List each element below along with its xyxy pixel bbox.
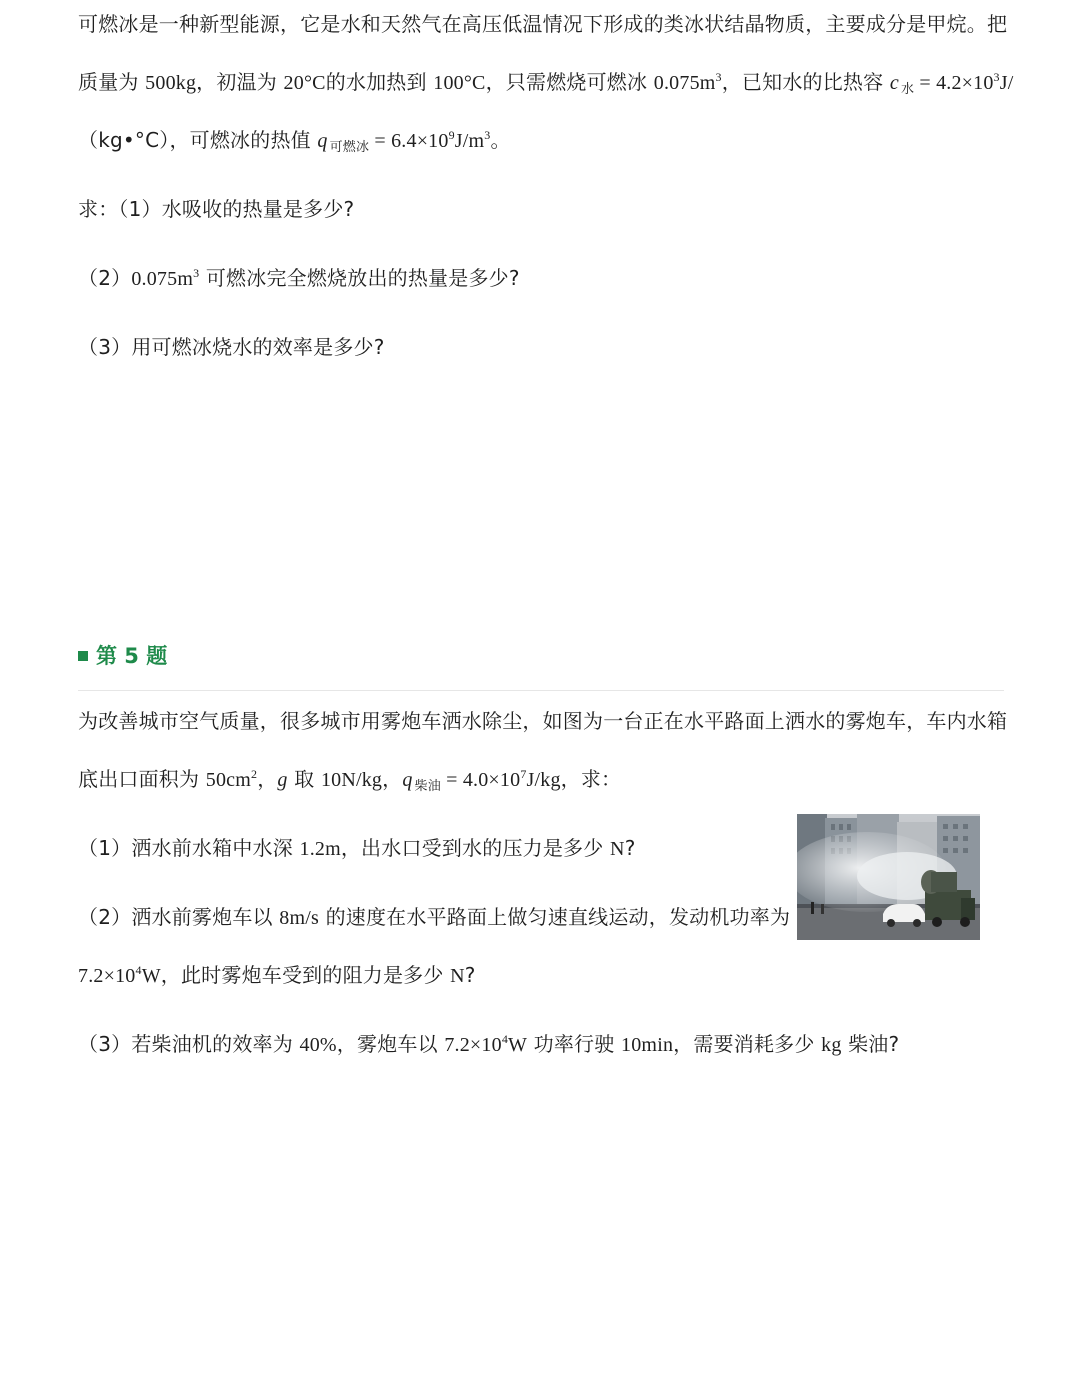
q5-intro-line-1 <box>78 707 1007 735</box>
q5-text: 柴油? <box>848 1032 900 1056</box>
q5-g-symbol: g <box>277 769 288 791</box>
q5-text: 取 <box>294 767 315 791</box>
q4-text: （2） <box>78 266 132 290</box>
q4-intro-line-2 <box>78 68 1014 100</box>
q4-text: ，已知水的比热容 <box>721 70 884 94</box>
q5-q-subscript: 柴油 <box>414 779 441 794</box>
section-divider <box>78 690 1004 691</box>
q5-depth: 1.2m <box>299 838 341 860</box>
q5-speed: 8m/s <box>279 907 319 929</box>
q5-ask-2-line-1 <box>78 903 790 932</box>
q5-text: ? <box>464 963 476 987</box>
q5-efficiency: 40% <box>299 1034 337 1056</box>
section-heading-q5 <box>78 641 167 671</box>
q4-volume-exponent: 3 <box>715 70 722 84</box>
q5-unit: kg <box>821 1034 842 1056</box>
section-heading-text: 第 5 题 <box>96 644 168 668</box>
q5-g-value: 10N/kg <box>320 769 383 791</box>
square-bullet-icon <box>78 651 88 661</box>
q5-ask-2-line-2 <box>78 961 476 990</box>
q4-q-subscript: 可燃冰 <box>329 140 370 155</box>
q5-intro-text-1: 为改善城市空气质量，很多城市用雾炮车洒水除尘，如图为一台正在水平路面上洒水的雾炮车，车内水箱 <box>78 709 1008 733</box>
q4-q-value: = 6.4×10 <box>369 130 449 152</box>
q4-c-exponent: 3 <box>993 70 1000 84</box>
q5-time: 10min <box>621 1034 674 1056</box>
q5-text: ， <box>382 767 403 791</box>
q4-text: 可燃冰完全燃烧放出的热量是多少? <box>205 266 520 290</box>
q4-ask-2-exponent: 3 <box>193 266 200 280</box>
q4-mass-value: 500kg <box>145 72 197 94</box>
q4-text: ，初温为 <box>196 70 277 94</box>
q4-ask-2 <box>78 264 520 293</box>
q4-q-symbol: q <box>317 130 328 152</box>
q5-text: 功率行驶 <box>533 1032 615 1056</box>
q4-text: 质量为 <box>78 70 139 94</box>
q4-text: 。 <box>490 128 511 152</box>
q5-text: ，需要消耗多少 <box>673 1032 815 1056</box>
q5-power-exponent: 4 <box>501 1032 509 1046</box>
q5-ask-1 <box>78 834 636 863</box>
q5-power-unit: W <box>141 965 161 987</box>
q5-power: 7.2×10 <box>78 965 136 987</box>
q4-c-unit: J/ <box>999 72 1014 94</box>
q4-initial-temp: 20°C <box>283 72 326 94</box>
q5-text: ，此时雾炮车受到的阻力是多少 <box>160 963 444 987</box>
q5-text: （2）洒水前雾炮车以 <box>78 905 273 929</box>
q5-text: 的速度在水平路面上做匀速直线运动，发动机功率为 <box>325 905 791 929</box>
q4-intro-line-3 <box>78 126 511 158</box>
q5-text: （1）洒水前水箱中水深 <box>78 836 293 860</box>
fog-cannon-truck-photo <box>797 814 980 940</box>
q4-ask-1-text: 求：（1）水吸收的热量是多少? <box>78 197 355 221</box>
q5-q-unit: J/kg <box>526 769 561 791</box>
q5-ask-3 <box>78 1030 899 1059</box>
q5-text: 底出口面积为 <box>78 767 200 791</box>
q5-power-exponent: 4 <box>135 963 142 977</box>
q4-intro-line-1 <box>78 10 1007 38</box>
q5-power-unit: W <box>508 1034 528 1056</box>
q5-text: （3）若柴油机的效率为 <box>78 1032 293 1056</box>
q4-volume: 0.075m <box>653 72 716 94</box>
q4-c-value: = 4.2×10 <box>914 72 994 94</box>
q4-final-temp: 100°C <box>433 72 486 94</box>
q4-ask-3 <box>78 333 385 361</box>
q4-text: ，只需燃烧可燃冰 <box>485 70 648 94</box>
q4-ask-2-volume: 0.075m <box>131 268 194 290</box>
q4-q-unit-exponent: 3 <box>484 128 491 142</box>
q5-unit: N <box>610 838 625 860</box>
q5-q-exponent: 7 <box>520 767 527 781</box>
q5-text: ? <box>624 836 636 860</box>
q4-text: （kg•°C），可燃冰的热值 <box>78 128 311 152</box>
q5-text: ，出水口受到水的压力是多少 <box>340 836 604 860</box>
q5-intro-line-2 <box>78 765 621 797</box>
q4-ask-3-text: （3）用可燃冰烧水的效率是多少? <box>78 335 385 359</box>
q4-intro-text-1: 可燃冰是一种新型能源，它是水和天然气在高压低温情况下形成的类冰状结晶物质，主要成分是甲烷。把 <box>78 12 1008 36</box>
q5-q-value: = 4.0×10 <box>440 769 521 791</box>
q4-c-subscript: 水 <box>900 82 915 97</box>
q5-power: 7.2×10 <box>444 1034 502 1056</box>
q5-text: ，求： <box>560 767 622 791</box>
q5-q-symbol: q <box>402 769 413 791</box>
q5-unit: N <box>450 965 465 987</box>
q4-q-unit: J/m <box>454 130 485 152</box>
q4-text: 的水加热到 <box>325 70 427 94</box>
q4-q-exponent: 9 <box>448 128 455 142</box>
q4-ask-1 <box>78 195 354 223</box>
q5-text: ， <box>257 767 278 791</box>
q5-area-exponent: 2 <box>251 767 258 781</box>
q4-c-symbol: c <box>889 72 899 94</box>
q5-text: ，雾炮车以 <box>336 1032 438 1056</box>
q5-area: 50cm <box>205 769 251 791</box>
